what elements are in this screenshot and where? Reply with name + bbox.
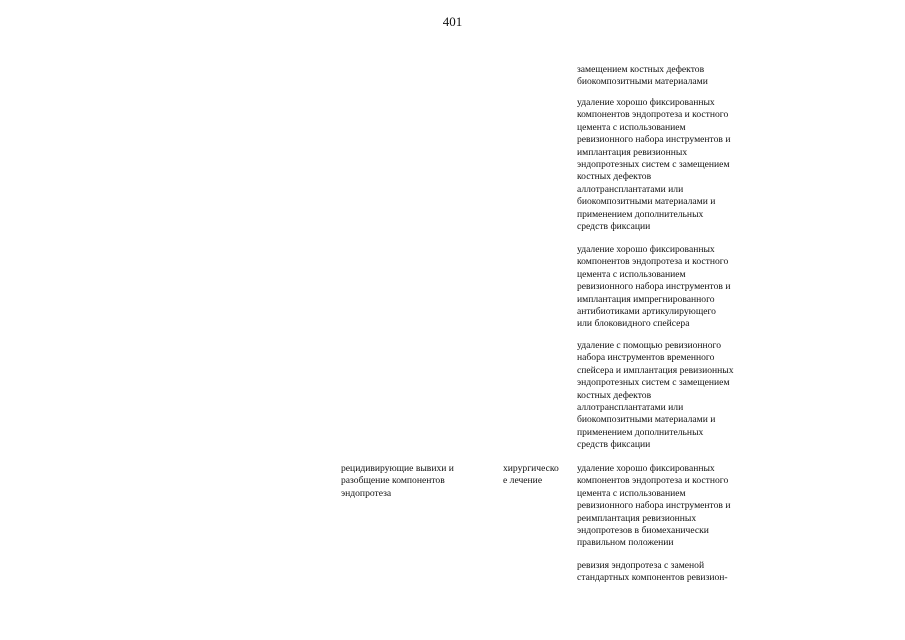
method-text: удаление с помощью ревизионного набора инструментов временного спейсера и имплантация ревизионных эндопротезных систем с замещением костных дефектов аллотрансплантатами или биокомпозитными материалами и применением дополнительных средств фиксации — [577, 340, 734, 451]
method-text: удаление хорошо фиксированных компонентов эндопротеза и костного цемента с использованием ревизионного набора инструментов и имплантация импрегнированного антибиотиками артикулирующего или блоковидного спейсера — [577, 244, 731, 330]
method-text: ревизия эндопротеза с заменой стандартных компонентов ревизион- — [577, 560, 728, 584]
treatment-text: хирургическо е лечение — [503, 463, 559, 487]
page-number: 401 — [442, 14, 463, 29]
method-text: удаление хорошо фиксированных компонентов эндопротеза и костного цемента с использованием ревизионного набора инструментов и имплантация ревизионных эндопротезных систем с замещением костных дефектов аллотрансплантатами или биокомпозитными материалами и применением дополнительных средств фиксации — [577, 97, 731, 233]
method-text: замещением костных дефектов биокомпозитными материалами — [577, 64, 708, 88]
method-text: удаление хорошо фиксированных компонентов эндопротеза и костного цемента с использованием ревизионного набора инструментов и реимплантация ревизионных эндопротезов в биомеханически правильном положении — [577, 463, 731, 549]
condition-text: рецидивирующие вывихи и разобщение компонентов эндопротеза — [341, 463, 454, 499]
